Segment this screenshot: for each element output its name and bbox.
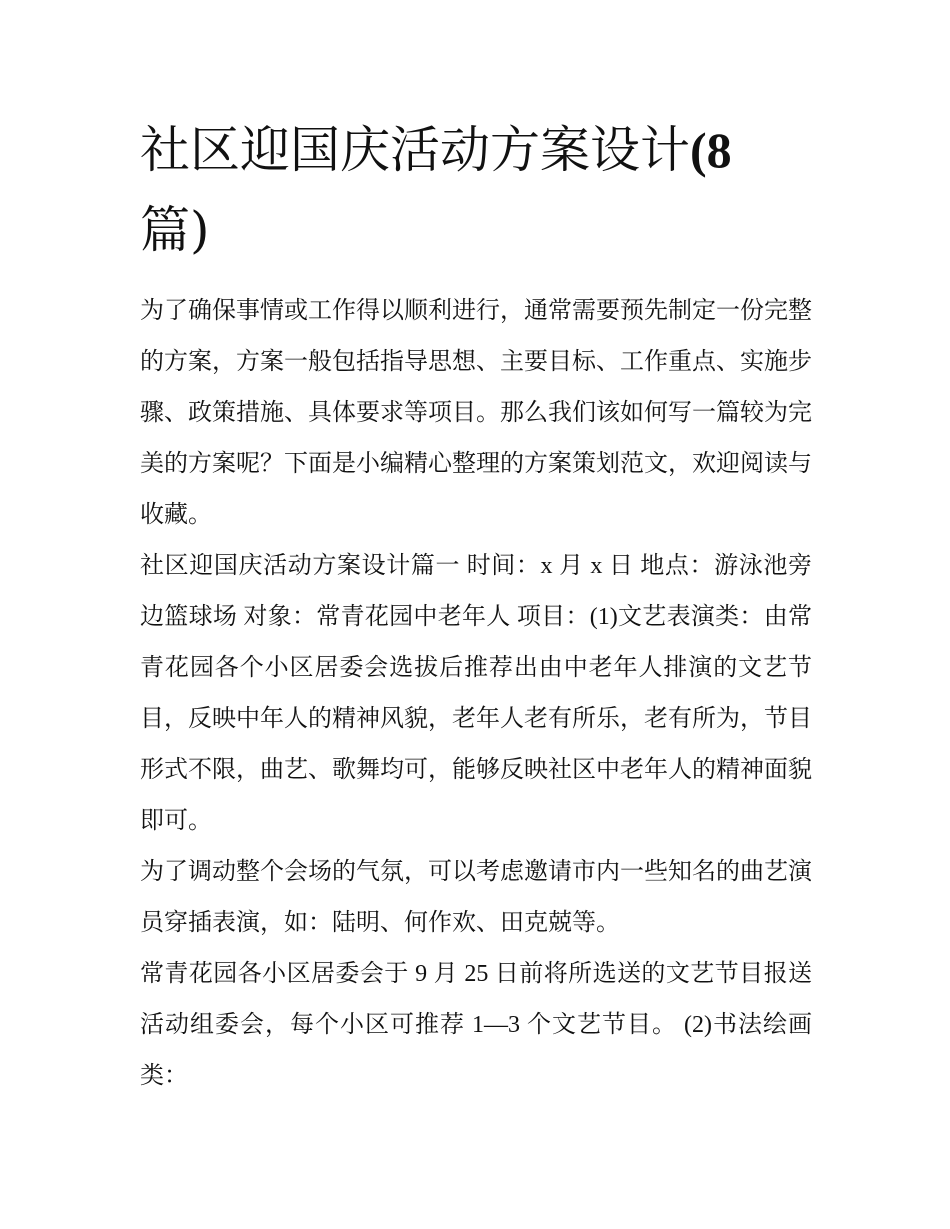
- paragraph-submission: 常青花园各小区居委会于 9 月 25 日前将所选送的文艺节目报送活动组委会，每个小区可推荐 1—3 个文艺节目。 (2)书法绘画类：: [140, 961, 812, 1089]
- title-line2: 篇): [140, 201, 210, 259]
- paragraph-intro: 为了确保事情或工作得以顺利进行，通常需要预先制定一份完整的方案，方案一般包括指导思想、主要目标、工作重点、实施步骤、政策措施、具体要求等项目。那么我们该如何写一篇较为完美的方案呢？下面是小编精心整理的方案策划范文，欢迎阅读与收藏。: [140, 298, 812, 528]
- paragraph-atmosphere: 为了调动整个会场的气氛，可以考虑邀请市内一些知名的曲艺演员穿插表演，如：陆明、何作欢、田克兢等。: [140, 859, 812, 936]
- document-body: [140, 110, 812, 1102]
- document-title: [140, 110, 812, 270]
- title-main: 社区迎国庆活动方案设计: [140, 121, 690, 179]
- title-suffix: (8: [690, 122, 732, 178]
- paragraph-plan-one: 社区迎国庆活动方案设计篇一 时间：x 月 x 日 地点：游泳池旁边篮球场 对象：常青花园中老年人 项目：(1)文艺表演类：由常青花园各个小区居委会选拔后推荐出由中老年人排演的文艺节目，反映中年人的精神风貌，老年人老有所乐，老有所为，节目形式不限，曲艺、歌舞均可，能够反映社区中老年人的精神面貌即可。: [140, 553, 812, 834]
